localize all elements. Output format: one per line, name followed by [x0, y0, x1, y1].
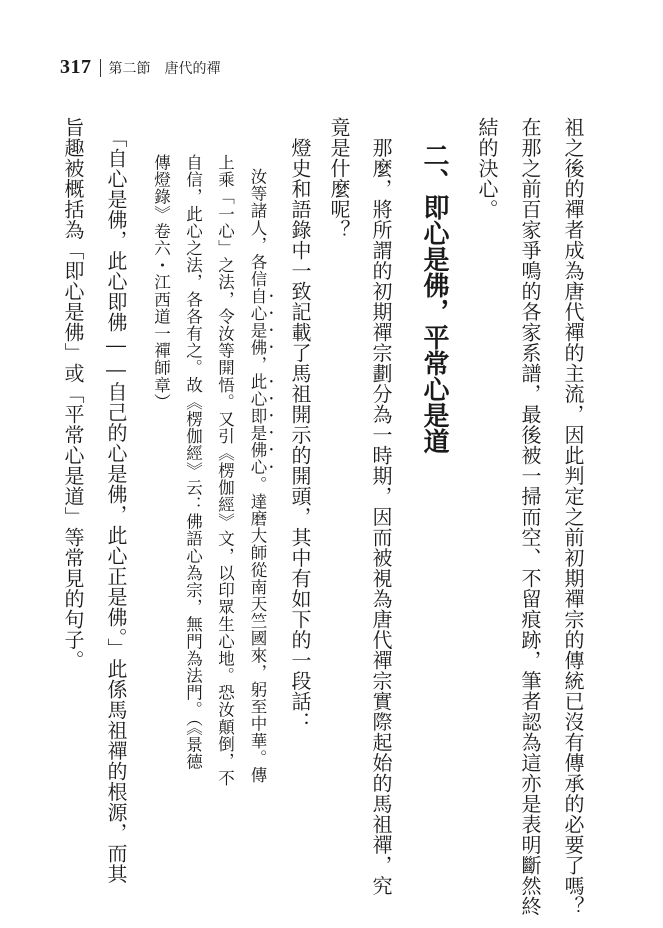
paragraph-1-line-2: 在那之前百家爭鳴的各家系譜，最後被一掃而空、不留痕跡，筆者認為這亦是表明斷然終: [518, 117, 542, 917]
running-header: [60, 56, 221, 79]
paragraph-2-line-2: 竟是什麼呢？: [327, 117, 351, 240]
quote-line-1-middle: ，: [248, 356, 267, 374]
paragraph-1-line-1: 祖之後的禪者成為唐代禪的主流，因此判定之前初期禪宗的傳統已沒有傳承的必要了嗎？: [561, 117, 585, 917]
quote-line-1: [248, 168, 276, 784]
chapter-title: 第二節 唐代的禪: [108, 60, 221, 77]
paragraph-3-line-1: 「自心是佛，此心即佛――自己的心是佛，此心正是佛。」此係馬祖禪的根源，而其: [104, 117, 128, 884]
quote-line-1-before: 汝等諸人，各信: [248, 168, 267, 288]
quote-emphasis-1: 自心是佛: [248, 287, 267, 357]
quote-line-1-after: 。達磨大師從南天竺國來，躬至中華。傳: [248, 475, 267, 784]
quote-line-4: 傳燈錄》卷六・江西道一禪師章）: [151, 154, 171, 411]
paragraph-2-line-3: 燈史和語錄中一致記載了馬祖開示的開頭，其中有如下的一段話：: [288, 117, 312, 732]
section-heading: 二、即心是佛，平常心是道: [419, 142, 449, 454]
header-divider: [100, 59, 101, 77]
paragraph-1-line-3: 結的決心。: [475, 117, 499, 220]
page-number: 317: [60, 56, 92, 78]
quote-line-2: 上乘「一心」之法，令汝等開悟。又引《楞伽經》文，以印眾生心地。恐汝顛倒，不: [215, 154, 235, 787]
paragraph-2-line-1: 那麼，將所謂的初期禪宗劃分為一時期，因而被視為唐代禪宗實際起始的馬祖禪，究: [369, 117, 393, 896]
quote-emphasis-2: 此心即是佛心: [248, 373, 267, 476]
quote-line-3: 自信，此心之法，各各有之。故《楞伽經》云：佛語心為宗，無門為法門。（《景德: [183, 154, 203, 771]
paragraph-3-line-2: 旨趣被概括為「即心是佛」或「平常心是道」等常見的句子。: [61, 117, 85, 671]
